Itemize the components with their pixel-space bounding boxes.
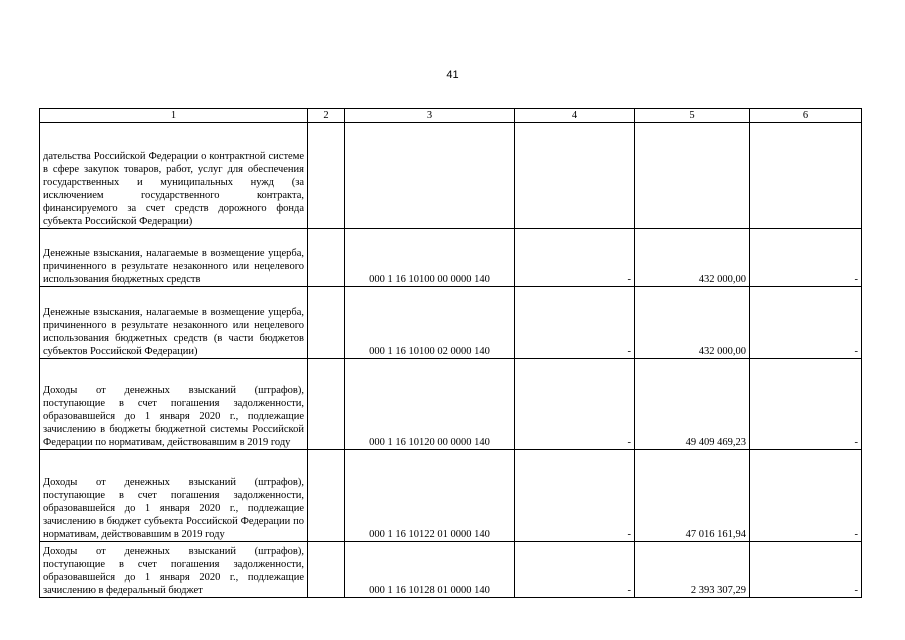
row-code: 000 1 16 10100 02 0000 140 [345, 287, 515, 359]
row-col4: - [515, 359, 635, 450]
row-col5: 432 000,00 [635, 287, 750, 359]
row-name: Денежные взыскания, налагаемые в возмещение ущерба, причиненного в результате незаконного или нецелевого использования бюджетных средств (в части бюджетов субъектов Российской Федерации) [40, 287, 308, 359]
row-col5: 432 000,00 [635, 229, 750, 287]
row-col4 [515, 123, 635, 229]
row-col5: 49 409 469,23 [635, 359, 750, 450]
row-col6: - [750, 229, 862, 287]
page-number: 41 [446, 69, 459, 81]
row-col6: - [750, 450, 862, 542]
table-row [40, 229, 862, 287]
row-col2 [308, 229, 345, 287]
row-col2 [308, 359, 345, 450]
row-col5: 2 393 307,29 [635, 542, 750, 598]
table-row [40, 542, 862, 598]
column-header: 2 [308, 109, 345, 123]
row-col6 [750, 123, 862, 229]
row-col4: - [515, 229, 635, 287]
row-name: Доходы от денежных взысканий (штрафов), поступающие в счет погашения задолженности, образовавшейся до 1 января 2020 г., подлежащие зачислению в бюджеты бюджетной системы Российской Федерации по нормативам, действовавшим в 2019 году [40, 359, 308, 450]
row-col5 [635, 123, 750, 229]
row-col6: - [750, 542, 862, 598]
row-col4: - [515, 542, 635, 598]
row-col2 [308, 542, 345, 598]
column-header: 1 [40, 109, 308, 123]
table-row [40, 123, 862, 229]
row-col4: - [515, 450, 635, 542]
column-header: 5 [635, 109, 750, 123]
row-code: 000 1 16 10100 00 0000 140 [345, 229, 515, 287]
table-header-row [40, 109, 862, 123]
row-col6: - [750, 359, 862, 450]
row-code: 000 1 16 10120 00 0000 140 [345, 359, 515, 450]
row-name: Доходы от денежных взысканий (штрафов), поступающие в счет погашения задолженности, образовавшейся до 1 января 2020 г., подлежащие зачислению в федеральный бюджет [40, 542, 308, 598]
row-col2 [308, 123, 345, 229]
column-header: 4 [515, 109, 635, 123]
row-col6: - [750, 287, 862, 359]
column-header: 3 [345, 109, 515, 123]
row-col2 [308, 450, 345, 542]
column-header: 6 [750, 109, 862, 123]
revenue-table [39, 108, 862, 598]
table-row [40, 359, 862, 450]
row-name: Доходы от денежных взысканий (штрафов), поступающие в счет погашения задолженности, образовавшейся до 1 января 2020 г., подлежащие зачислению в бюджет субъекта Российской Федерации по нормативам, действовавшим в 2019 году [40, 450, 308, 542]
row-col2 [308, 287, 345, 359]
row-col4: - [515, 287, 635, 359]
row-name: Денежные взыскания, налагаемые в возмещение ущерба, причиненного в результате незаконного или нецелевого использования бюджетных средств [40, 229, 308, 287]
row-col5: 47 016 161,94 [635, 450, 750, 542]
table-row [40, 450, 862, 542]
row-code: 000 1 16 10122 01 0000 140 [345, 450, 515, 542]
table-row [40, 287, 862, 359]
row-name: дательства Российской Федерации о контрактной системе в сфере закупок товаров, работ, услуг для обеспечения государственных и муниципальных нужд (за исключением государственного контракта, финансируемого за счет средств дорожного фонда субъекта Российской Федерации) [40, 123, 308, 229]
row-code [345, 123, 515, 229]
row-code: 000 1 16 10128 01 0000 140 [345, 542, 515, 598]
